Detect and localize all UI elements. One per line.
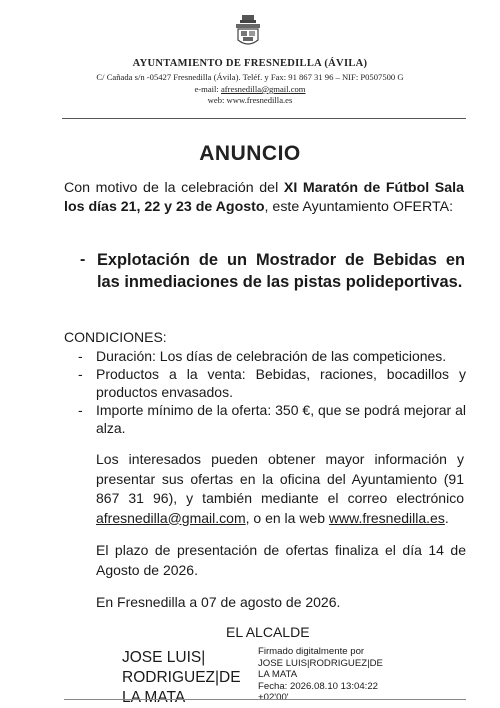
signature-info-line: JOSE LUIS|RODRIGUEZ|DE [258,657,383,669]
digital-signature-info [258,646,408,704]
org-web-link[interactable]: www.fresnedilla.es [226,95,293,105]
deadline-paragraph: El plazo de presentación de ofertas finaliza el día 14 de Agosto de 2026. [96,542,466,578]
intro-text-a: Con motivo de la celebración del [64,180,284,196]
info-email-link[interactable]: afresnedilla@gmail.com [96,509,246,526]
condition-item: - Duración: Los días de celebración de las competiciones. [78,347,466,365]
intro-text-b: , este Ayuntamiento OFERTA: [264,199,454,215]
footer-divider [64,699,466,700]
header-divider [62,118,466,119]
conditions-title: CONDICIONES: [64,329,167,345]
intro-event: XI Maratón de Fútbol Sala los días 21, 22 y 23 de Agosto [64,180,464,215]
condition-item: - Importe mínimo de la oferta: 350 €, que se podrá mejorar al alza. [78,401,466,437]
web-label: web: [207,95,227,105]
signer-line: JOSE LUIS| [122,649,206,666]
notice-intro [64,179,464,217]
conditions-list [78,347,466,437]
offer-bullet: - [80,251,86,268]
info-text-a: Los interesados pueden obtener mayor información y presentar sus ofertas en la oficina del Ayuntamiento (91 867 31 96), y también mediante el correo electrónico [96,451,464,506]
signature-info-line: Firmado digitalmente por [258,646,365,657]
org-address: C/ Cañada s/n -05427 Fresnedilla (Ávila). Teléf. y Fax: 91 867 31 96 – NIF: P0507500 G [96,72,404,82]
coat-of-arms-icon [230,14,266,50]
notice-title: ANUNCIO [199,142,301,165]
info-text-c: . [444,509,449,526]
info-web-link[interactable]: www.fresnedilla.es [328,509,445,526]
signer-line: LA MATA [122,689,186,706]
signature-info-line: +02'00' [258,692,289,704]
email-label: e-mail: [194,84,221,94]
mayor-label: EL ALCALDE [226,624,310,640]
info-paragraph [96,450,464,528]
info-text-b: , o en la web [245,509,329,526]
org-email-line [40,84,460,94]
condition-item: - Productos a la venta: Bebidas, raciones, bocadillos y productos envasados. [78,365,466,401]
signature-info-line: Fecha: 2026.08.10 13:04:22 [258,680,379,692]
offer-text: Explotación de un Mostrador de Bebidas en las inmediaciones de las pistas polideportivas. [97,251,465,291]
signer-line: RODRIGUEZ|DE [122,669,241,686]
signature-info-line: LA MATA [258,669,298,681]
org-web-line [40,95,460,105]
place-date: En Fresnedilla a 07 de agosto de 2026. [96,594,341,610]
org-email-link[interactable]: afresnedilla@gmail.com [220,84,306,94]
org-name: AYUNTAMIENTO DE FRESNEDILLA (ÁVILA) [132,58,368,69]
